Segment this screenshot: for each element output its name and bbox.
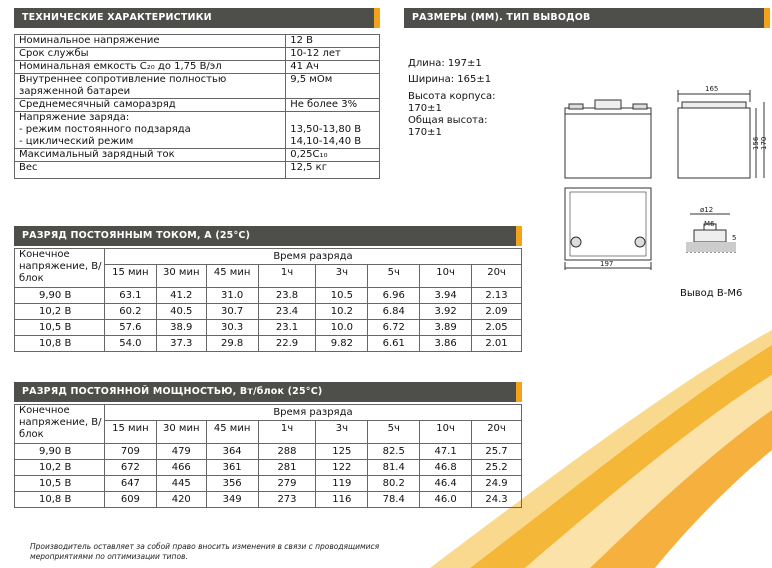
charge-cyclic-value: 14,10-14,40 В (290, 136, 362, 147)
charge-title: Напряжение заряда: (19, 112, 130, 123)
value-cell: 31.0 (206, 288, 258, 304)
dimensions-text (408, 58, 495, 140)
value-cell: 3.89 (420, 320, 472, 336)
value-cell: 30.3 (206, 320, 258, 336)
column-header: 30 мин (156, 265, 206, 288)
value-cell: 46.8 (420, 460, 472, 476)
current-header (14, 226, 522, 246)
value-cell: 466 (156, 460, 206, 476)
table-row (15, 336, 522, 352)
column-header: 5ч (368, 421, 420, 444)
dim-body-height-label: Высота корпуса: (408, 90, 496, 102)
value-cell: 356 (206, 476, 258, 492)
specs-header (14, 8, 380, 28)
header-accent (374, 8, 380, 28)
voltage-cell: 10,5 В (15, 476, 105, 492)
spec-label: Срок службы (15, 48, 286, 61)
column-header: 15 мин (104, 265, 156, 288)
value-cell: 273 (258, 492, 316, 508)
header-accent (764, 8, 770, 28)
dim-label-170: 170 (760, 136, 768, 150)
corner-header: Конечное напряжение, В/блок (15, 249, 105, 288)
spec-value: 41 Ач (286, 61, 380, 74)
time-header: Время разряда (104, 249, 521, 265)
value-cell: 709 (104, 444, 156, 460)
terminal-caption: Вывод B-M6 (680, 288, 743, 299)
value-cell: 361 (206, 460, 258, 476)
spec-value: 12 В (286, 35, 380, 48)
dim-width: Ширина: 165±1 (408, 74, 492, 86)
column-header: 3ч (316, 421, 368, 444)
front-view (565, 100, 651, 178)
spec-value: 0,25C₁₀ (286, 149, 380, 162)
current-discharge-table (14, 248, 522, 352)
dim-label-d12: ø12 (700, 206, 714, 214)
power-discharge-table (14, 404, 522, 508)
column-header: 10ч (420, 265, 472, 288)
value-cell: 24.3 (472, 492, 522, 508)
value-cell: 349 (206, 492, 258, 508)
column-header: 45 мин (206, 265, 258, 288)
table-row (15, 460, 522, 476)
dim-total-height-label: Общая высота: (408, 115, 488, 127)
power-header-title: РАЗРЯД ПОСТОЯННОЙ МОЩНОСТЬЮ, Вт/блок (25°С) (22, 386, 323, 397)
value-cell: 81.4 (368, 460, 420, 476)
value-cell: 46.0 (420, 492, 472, 508)
value-cell: 125 (316, 444, 368, 460)
spec-row (15, 61, 380, 74)
value-cell: 2.13 (472, 288, 522, 304)
voltage-cell: 10,8 В (15, 336, 105, 352)
value-cell: 54.0 (104, 336, 156, 352)
value-cell: 445 (156, 476, 206, 492)
value-cell: 6.72 (368, 320, 420, 336)
corner-header: Конечное напряжение, В/блок (15, 405, 105, 444)
spec-value: 12,5 кг (286, 162, 380, 179)
value-cell: 10.2 (316, 304, 368, 320)
spec-value: Не более 3% (286, 99, 380, 112)
table-row (15, 288, 522, 304)
specs-header-title: ТЕХНИЧЕСКИЕ ХАРАКТЕРИСТИКИ (22, 12, 212, 23)
dim-label-156: 156 (752, 136, 760, 150)
spec-value: 9,5 мОм (286, 74, 380, 99)
table-row (15, 476, 522, 492)
column-header: 30 мин (156, 421, 206, 444)
value-cell: 6.61 (368, 336, 420, 352)
voltage-cell: 10,8 В (15, 492, 105, 508)
charge-float-value: 13,50-13,80 В (290, 124, 362, 135)
table-row (15, 444, 522, 460)
spec-row (15, 48, 380, 61)
value-cell: 2.05 (472, 320, 522, 336)
value-cell: 119 (316, 476, 368, 492)
value-cell: 3.86 (420, 336, 472, 352)
value-cell: 672 (104, 460, 156, 476)
value-cell: 279 (258, 476, 316, 492)
dim-label-m6: M6 (704, 220, 715, 228)
column-header: 1ч (258, 421, 316, 444)
value-cell: 2.09 (472, 304, 522, 320)
voltage-cell: 10,2 В (15, 460, 105, 476)
side-view (678, 90, 764, 178)
value-cell: 10.5 (316, 288, 368, 304)
value-cell: 6.96 (368, 288, 420, 304)
table-header-row (15, 405, 522, 421)
dims-header (404, 8, 770, 28)
value-cell: 60.2 (104, 304, 156, 320)
spec-row-weight (15, 162, 380, 179)
spec-label: Номинальная емкость C₂₀ до 1,75 В/эл (15, 61, 286, 74)
column-header: 45 мин (206, 421, 258, 444)
spec-label (15, 112, 286, 149)
value-cell: 25.2 (472, 460, 522, 476)
dim-total-height-value: 170±1 (408, 127, 442, 139)
table-row (15, 492, 522, 508)
value-cell: 78.4 (368, 492, 420, 508)
table-header-row (15, 249, 522, 265)
column-header: 10ч (420, 421, 472, 444)
column-header: 15 мин (104, 421, 156, 444)
dim-label-197: 197 (600, 260, 614, 268)
dim-length: Длина: 197±1 (408, 58, 482, 69)
value-cell: 47.1 (420, 444, 472, 460)
value-cell: 6.84 (368, 304, 420, 320)
value-cell: 420 (156, 492, 206, 508)
value-cell: 25.7 (472, 444, 522, 460)
table-row (15, 304, 522, 320)
spec-row-max-current (15, 149, 380, 162)
value-cell: 9.82 (316, 336, 368, 352)
value-cell: 22.9 (258, 336, 316, 352)
value-cell: 63.1 (104, 288, 156, 304)
value-cell: 288 (258, 444, 316, 460)
dim-label-5: 5 (732, 234, 737, 242)
value-cell: 122 (316, 460, 368, 476)
value-cell: 29.8 (206, 336, 258, 352)
spec-row (15, 74, 380, 99)
value-cell: 10.0 (316, 320, 368, 336)
value-cell: 80.2 (368, 476, 420, 492)
value-cell: 281 (258, 460, 316, 476)
spec-value (286, 112, 380, 149)
table-row (15, 320, 522, 336)
column-header: 5ч (368, 265, 420, 288)
spec-label: Максимальный зарядный ток (15, 149, 286, 162)
spec-label: Внутреннее сопротивление полностью заряженной батареи (15, 74, 286, 99)
voltage-cell: 10,5 В (15, 320, 105, 336)
charge-float-label: - режим постоянного подзаряда (19, 124, 191, 135)
value-cell: 23.4 (258, 304, 316, 320)
value-cell: 609 (104, 492, 156, 508)
value-cell: 41.2 (156, 288, 206, 304)
spec-row (15, 35, 380, 48)
dims-header-title: РАЗМЕРЫ (ММ). ТИП ВЫВОДОВ (412, 12, 591, 23)
column-header: 3ч (316, 265, 368, 288)
voltage-cell: 9,90 В (15, 444, 105, 460)
value-cell: 23.8 (258, 288, 316, 304)
value-cell: 2.01 (472, 336, 522, 352)
value-cell: 3.92 (420, 304, 472, 320)
voltage-cell: 10,2 В (15, 304, 105, 320)
footnote: Производитель оставляет за собой право вносить изменения в связи с проводящимися мероприятиями по оптимизации типов. (30, 542, 380, 561)
header-accent (516, 382, 522, 402)
spec-value: 10-12 лет (286, 48, 380, 61)
value-cell: 30.7 (206, 304, 258, 320)
current-header-title: РАЗРЯД ПОСТОЯННЫМ ТОКОМ, А (25°С) (22, 230, 251, 241)
spec-label: Вес (15, 162, 286, 179)
value-cell: 57.6 (104, 320, 156, 336)
value-cell: 479 (156, 444, 206, 460)
spec-row (15, 99, 380, 112)
value-cell: 37.3 (156, 336, 206, 352)
value-cell: 647 (104, 476, 156, 492)
column-header: 1ч (258, 265, 316, 288)
spec-label: Среднемесячный саморазряд (15, 99, 286, 112)
spec-row-charge (15, 112, 380, 149)
value-cell: 82.5 (368, 444, 420, 460)
time-header: Время разряда (104, 405, 521, 421)
voltage-cell: 9,90 В (15, 288, 105, 304)
value-cell: 38.9 (156, 320, 206, 336)
top-view (565, 188, 651, 270)
value-cell: 364 (206, 444, 258, 460)
header-accent (516, 226, 522, 246)
column-header: 20ч (472, 265, 522, 288)
charge-cyclic-label: - циклический режим (19, 136, 134, 147)
value-cell: 116 (316, 492, 368, 508)
specs-table (14, 34, 380, 179)
dim-label-165: 165 (705, 85, 719, 93)
battery-dimension-drawing (560, 80, 770, 270)
spec-label: Номинальное напряжение (15, 35, 286, 48)
value-cell: 24.9 (472, 476, 522, 492)
power-header (14, 382, 522, 402)
dim-body-height-value: 170±1 (408, 102, 442, 114)
value-cell: 46.4 (420, 476, 472, 492)
value-cell: 23.1 (258, 320, 316, 336)
value-cell: 40.5 (156, 304, 206, 320)
value-cell: 3.94 (420, 288, 472, 304)
column-header: 20ч (472, 421, 522, 444)
